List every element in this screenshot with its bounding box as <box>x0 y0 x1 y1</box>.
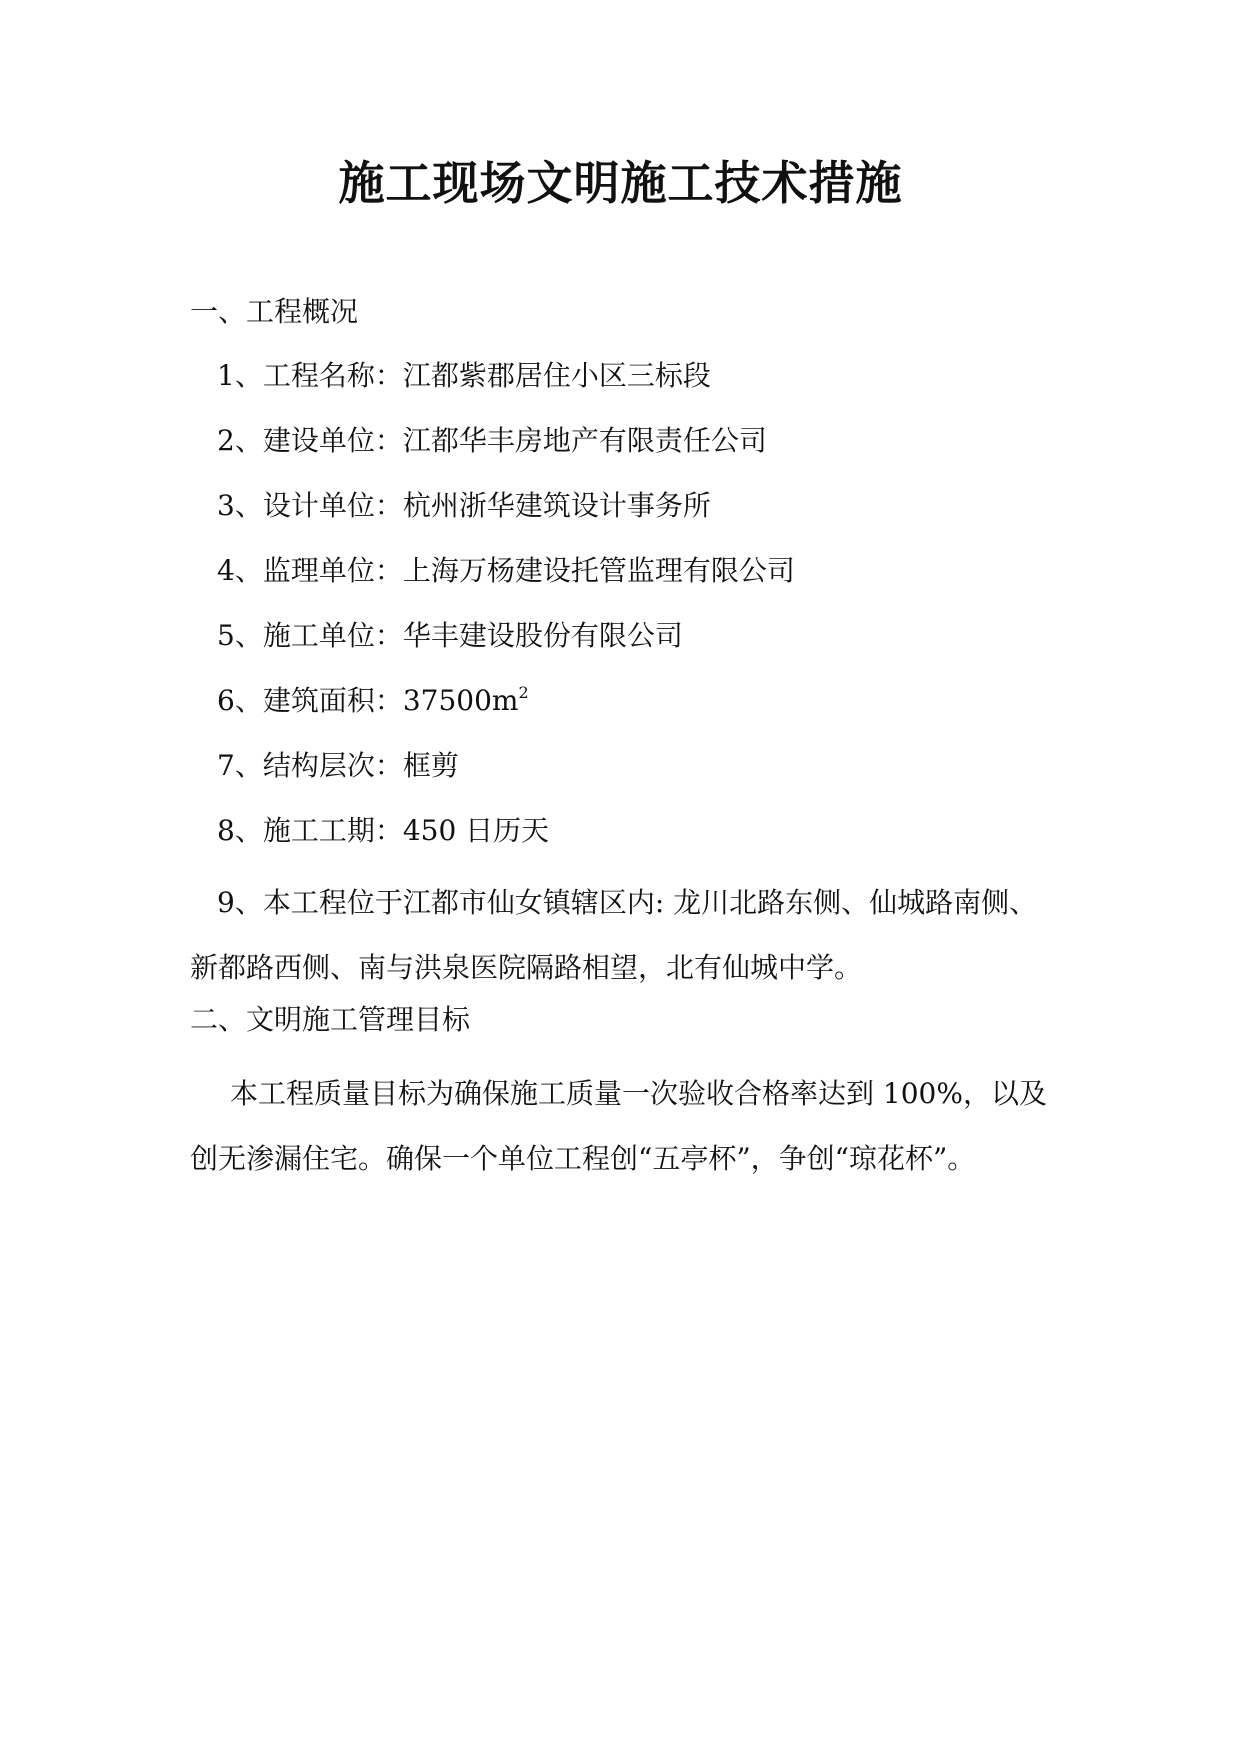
section-heading-project-overview: 一、工程概况 <box>190 295 359 328</box>
goals-paragraph-line-2: 创无渗漏住宅。确保一个单位工程创“五亭杯”，争创“琼花杯”。 <box>190 1142 976 1175</box>
design-unit-item: 3、设计单位：杭州浙华建筑设计事务所 <box>217 489 711 522</box>
building-area-text: 6、建筑面积：37500m <box>217 684 519 717</box>
supervision-unit-item: 4、监理单位：上海万杨建设托管监理有限公司 <box>217 554 795 587</box>
section-heading-management-goals: 二、文明施工管理目标 <box>190 1003 471 1036</box>
location-item-line-2: 新都路西侧、南与洪泉医院隔路相望，北有仙城中学。 <box>190 951 863 984</box>
construction-period-item: 8、施工工期：450 日历天 <box>217 814 550 847</box>
developer-item: 2、建设单位：江都华丰房地产有限责任公司 <box>217 424 767 457</box>
structure-type-item: 7、结构层次：框剪 <box>217 749 459 782</box>
building-area-item <box>217 681 529 721</box>
document-title: 施工现场文明施工技术措施 <box>338 156 903 210</box>
area-superscript: 2 <box>518 683 529 702</box>
construction-unit-item: 5、施工单位：华丰建设股份有限公司 <box>217 619 683 652</box>
project-name-item: 1、工程名称：江都紫郡居住小区三标段 <box>217 359 711 392</box>
goals-paragraph-line-1: 本工程质量目标为确保施工质量一次验收合格率达到 100%，以及 <box>230 1077 1047 1110</box>
location-item-line-1: 9、本工程位于江都市仙女镇辖区内: 龙川北路东侧、仙城路南侧、 <box>217 886 1038 919</box>
